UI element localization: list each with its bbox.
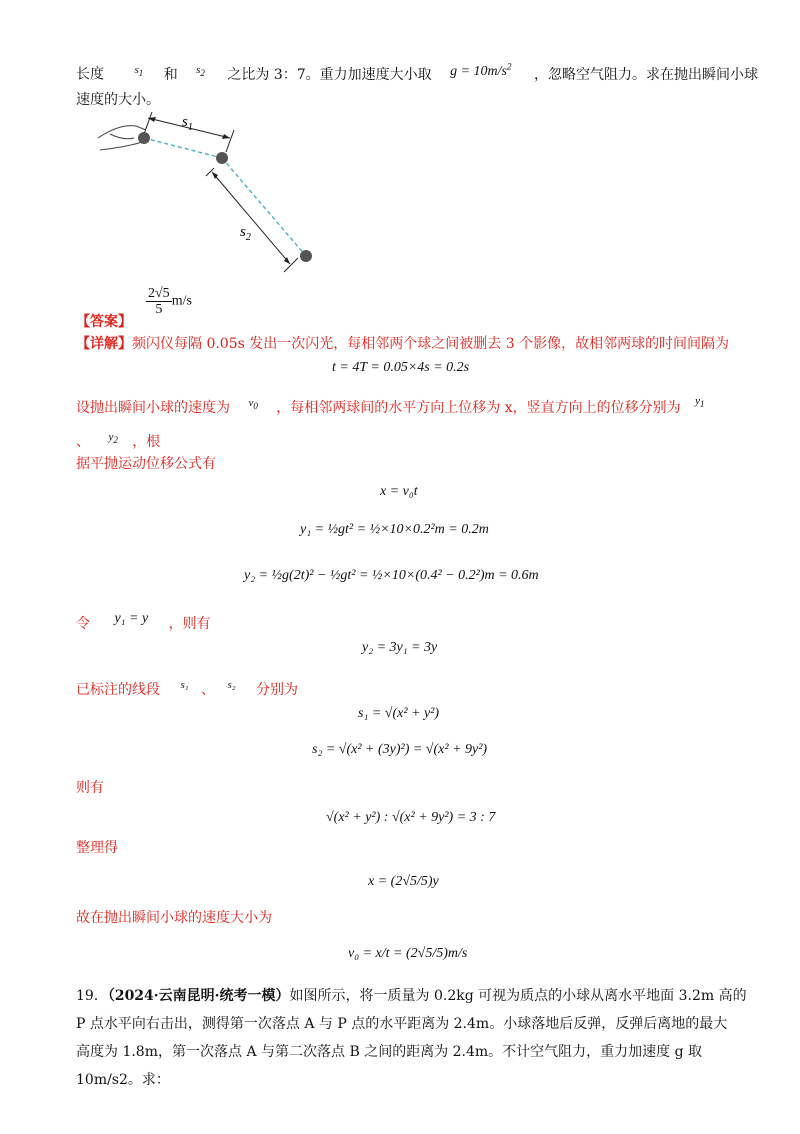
eq-s2: s₂ = √(x² + (3y)²) = √(x² + 9y²) (312, 742, 488, 757)
explain-line-3: 、 $^{y_2}$ ，根 (76, 431, 161, 450)
q19-line-4: 10m/s2。求： (76, 1072, 170, 1088)
label-s2: $s_2$ (240, 224, 251, 243)
eq-x2: x = (2√5/5)y (368, 874, 439, 889)
text: 和 (163, 66, 178, 83)
intro-line-2: 速度的大小。 (76, 92, 160, 108)
ball-1 (138, 132, 150, 144)
q19-line-3: 高度为 1.8m，第一次落点 A 与第二次落点 B 之间的距离为 2.4m。不计空气阻力，重力加速度 g 取 (76, 1044, 703, 1060)
eq-t: t = 4T = 0.05×4s = 0.2s (332, 360, 470, 375)
eq-x: x = v₀t (380, 484, 418, 499)
s2-symbol: s2 (196, 63, 205, 78)
q19-line-2: P 点水平向右击出，测得第一次落点 A 与 P 点的水平距离为 2.4m。小球落地后反弹，反弹后离地的最大 (76, 1016, 728, 1032)
text: ，忽略空气阻力。求在抛出瞬间小球 (533, 66, 758, 83)
eq-y2b: y₂ = 3y₁ = 3y (362, 640, 438, 655)
ball-2 (216, 152, 228, 164)
explain-line-4: 据平抛运动位移公式有 (76, 456, 216, 472)
segment-line: 已标注的线段 $^{s_1}$ 、 $^{s_2}$ 分别为 (76, 679, 299, 698)
text: 长度 (76, 66, 104, 83)
then-line: 则有 (76, 780, 104, 796)
ball-3 (300, 250, 312, 262)
eq-s1: s₁ = √(x² + y²) (358, 706, 440, 721)
answer-value: $\frac{2√5}{5}$ m/s (148, 286, 192, 317)
q19-line-1: 19．（2024·云南昆明·统考一模）如图所示，将一质量为 0.2kg 可视为质点的小球从离水平地面 3.2m 高的 (76, 988, 747, 1004)
g-value: $g = 10m/s^2$ (450, 61, 512, 79)
answer-label: 【答案】 (76, 314, 132, 330)
label-s1: $s_1$ (182, 114, 193, 133)
arrange-line: 整理得 (76, 840, 118, 856)
strobe-figure (90, 108, 330, 278)
eq-y2: y₂ = ½g(2t)² − ½gt² = ½×10×(0.4² − 0.2²)m = 0.6m (244, 568, 539, 583)
eq-v0: v₀ = x/t = (2√5/5)m/s (348, 946, 468, 961)
explain-line-2: 设抛出瞬间小球的速度为 $^{v_0}$ ，每相邻两球间的水平方向上位移为 x，竖直方向上的位移分别为 $^{y_1}$ (76, 395, 705, 416)
intro-line-1 (76, 60, 758, 89)
let-line: 令 y₁ = y ，则有 (76, 611, 211, 632)
eq-ratio: √(x² + y²) : √(x² + 9y²) = 3 : 7 (326, 810, 496, 825)
explain-line-1: 【详解】频闪仪每隔 0.05s 发出一次闪光，每相邻两个球之间被删去 3 个影像，故相邻两球的时间间隔为 (76, 336, 730, 352)
s1-symbol: s1 (134, 63, 144, 78)
eq-y1: y₁ = ½gt² = ½×10×0.2²m = 0.2m (300, 522, 489, 537)
final-line: 故在抛出瞬间小球的速度大小为 (76, 910, 272, 926)
text: 之比为 3：7。重力加速度大小取 (227, 66, 432, 83)
